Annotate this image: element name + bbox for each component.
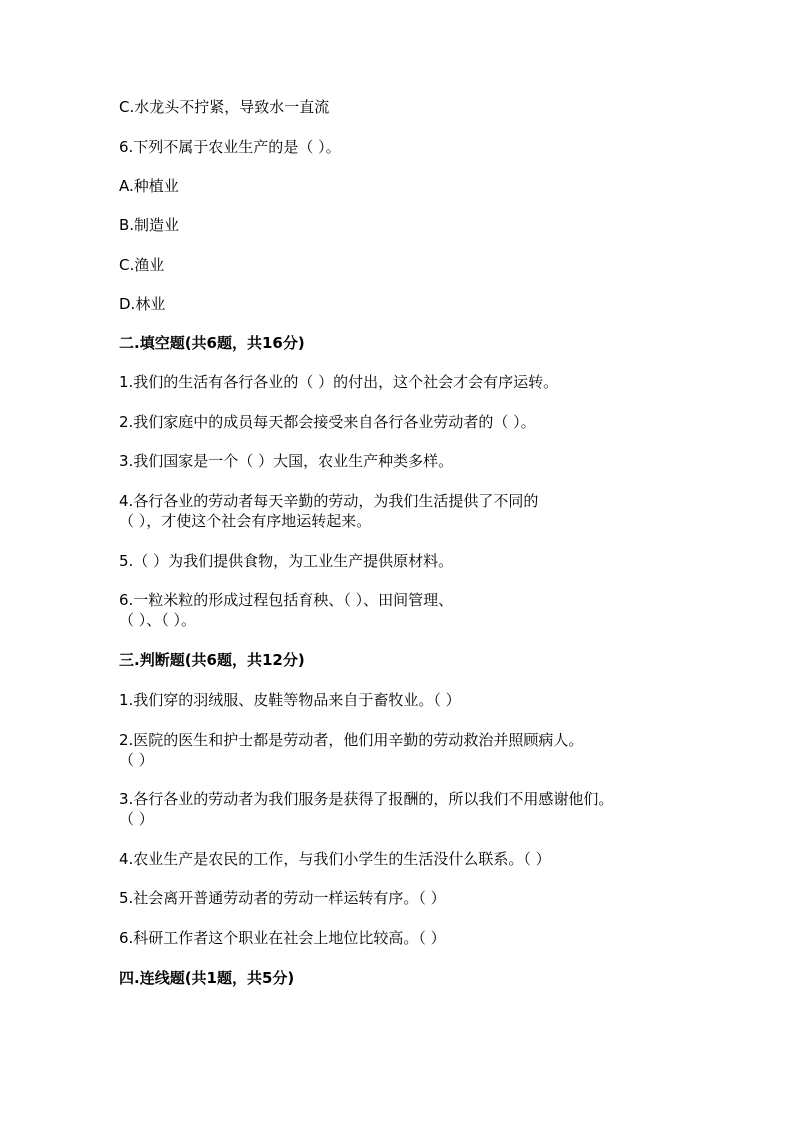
fill-question-4-line-1: 4.各行各业的劳动者每天辛勤的劳动，为我们生活提供了不同的 — [119, 492, 539, 510]
question-6-option-a: A.种植业 — [119, 177, 179, 195]
fill-question-1: 1.我们的生活有各行各业的（ ）的付出，这个社会才会有序运转。 — [119, 373, 559, 391]
judge-question-5: 5.社会离开普通劳动者的劳动一样运转有序。（ ） — [119, 889, 446, 907]
question-6-option-d: D.林业 — [119, 295, 166, 313]
section-heading-fill-blank: 二.填空题(共6题，共16分) — [119, 334, 305, 352]
judge-question-2-line-1: 2.医院的医生和护士都是劳动者，他们用辛勤的劳动救治并照顾病人。 — [119, 731, 584, 749]
section-heading-matching: 四.连线题(共1题，共5分) — [119, 969, 295, 987]
fill-question-2: 2.我们家庭中的成员每天都会接受来自各行各业劳动者的（ ）。 — [119, 413, 536, 431]
fill-question-4-line-2: （ ），才使这个社会有序地运转起来。 — [119, 512, 372, 530]
section-heading-true-false: 三.判断题(共6题，共12分) — [119, 651, 305, 669]
judge-question-6: 6.科研工作者这个职业在社会上地位比较高。（ ） — [119, 929, 446, 947]
judge-question-4: 4.农业生产是农民的工作，与我们小学生的生活没什么联系。（ ） — [119, 850, 551, 868]
judge-question-1: 1.我们穿的羽绒服、皮鞋等物品来自于畜牧业。（ ） — [119, 691, 461, 709]
fill-question-6-line-2: （ ）、（ ）。 — [119, 611, 197, 629]
judge-question-2-line-2: （ ） — [119, 751, 154, 769]
judge-question-3-line-2: （ ） — [119, 810, 154, 828]
fill-question-6-line-1: 6.一粒米粒的形成过程包括育秧、（ ）、田间管理、 — [119, 591, 454, 609]
judge-question-3-line-1: 3.各行各业的劳动者为我们服务是获得了报酬的，所以我们不用感谢他们。 — [119, 790, 614, 808]
fill-question-5: 5.（ ）为我们提供食物，为工业生产提供原材料。 — [119, 552, 454, 570]
question-6-option-b: B.制造业 — [119, 216, 180, 234]
fill-question-3: 3.我们国家是一个（ ）大国，农业生产种类多样。 — [119, 452, 454, 470]
question-6-option-c: C.渔业 — [119, 256, 165, 274]
question-5-option-c: C.水龙头不拧紧，导致水一直流 — [119, 98, 330, 116]
question-6-stem: 6.下列不属于农业生产的是（ ）。 — [119, 138, 341, 156]
